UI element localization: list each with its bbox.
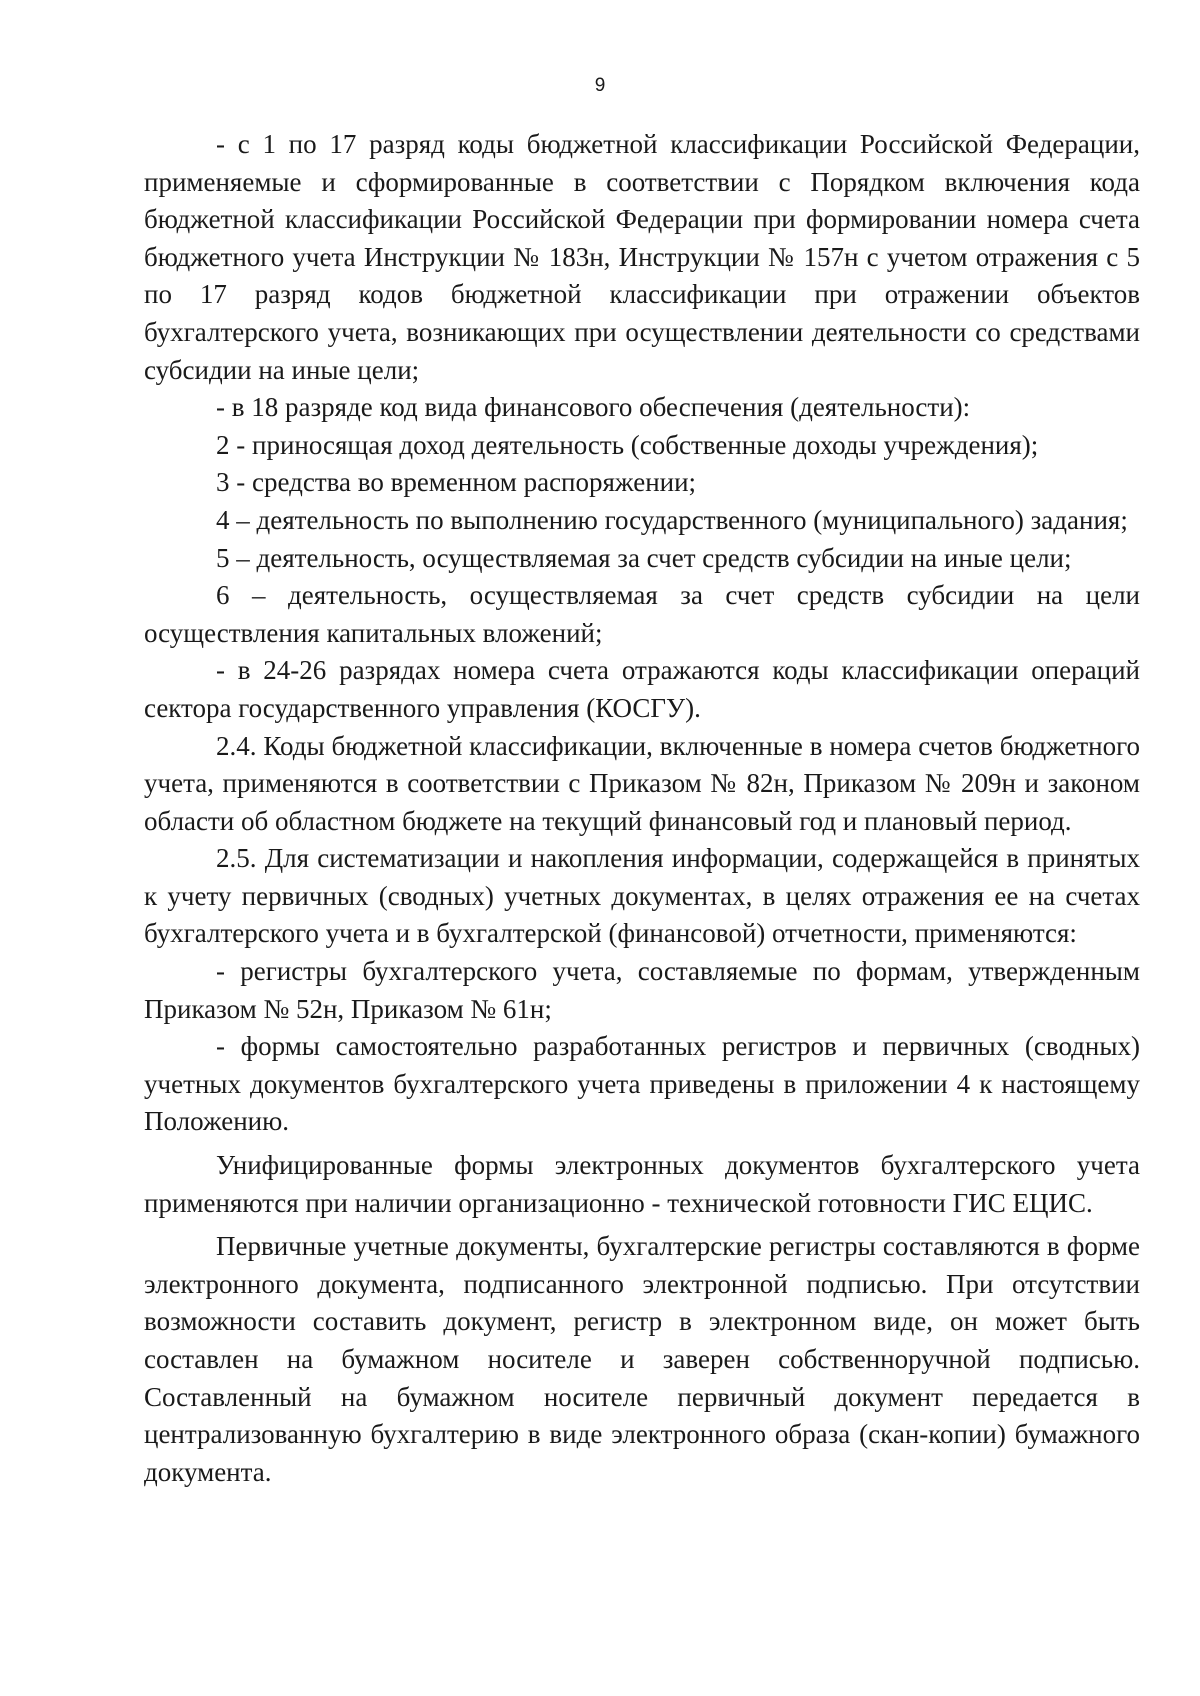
paragraph-code-6: 6 – деятельность, осуществляемая за счет средств субсидии на цели осуществления капитальных вложений; bbox=[144, 580, 1140, 648]
paragraph-code-2: 2 - приносящая доход деятельность (собственные доходы учреждения); bbox=[216, 429, 1039, 460]
paragraph-registers: - регистры бухгалтерского учета, составляемые по формам, утвержденным Приказом № 52н, Приказом № 61н; bbox=[144, 956, 1140, 1024]
paragraph-code-5: 5 – деятельность, осуществляемая за счет средств субсидии на иные цели; bbox=[216, 542, 1072, 573]
paragraph-section-2-5: 2.5. Для систематизации и накопления информации, содержащейся в принятых к учету первичных (сводных) учетных документах, в целях отражения ее на счетах бухгалтерского учета и в бухгалтерской (финансовой) отчетности, применяются: bbox=[144, 843, 1140, 949]
document-body bbox=[144, 126, 1140, 1491]
paragraph-digits-1-17: - с 1 по 17 разряд коды бюджетной классификации Российской Федерации, применяемые и сформированные в соответствии с Порядком включения кода бюджетной классификации Российской Федерации при формировании номера счета бюджетного учета Инструкции № 183н, Инструкции № 157н с учетом отражения с 5 по 17 разряд кодов бюджетной классификации при отражении объектов бухгалтерского учета, возникающих при осуществлении деятельности со средствами субсидии на иные цели; bbox=[144, 129, 1140, 385]
paragraph-primary-documents: Первичные учетные документы, бухгалтерские регистры составляются в форме электронного документа, подписанного электронной подписью. При отсутствии возможности составить документ, регистр в электронном виде, он может быть составлен на бумажном носителе и заверен собственноручной подписью. Составленный на бумажном носителе первичный документ передается в централизованную бухгалтерию в виде электронного образа (скан-копии) бумажного документа. bbox=[144, 1231, 1140, 1487]
paragraph-section-2-4: 2.4. Коды бюджетной классификации, включенные в номера счетов бюджетного учета, применяются в соответствии с Приказом № 82н, Приказом № 209н и законом области об областном бюджете на текущий финансовый год и плановый период. bbox=[144, 730, 1140, 836]
paragraph-digits-24-26: - в 24-26 разрядах номера счета отражаются коды классификации операций сектора государственного управления (КОСГУ). bbox=[144, 655, 1140, 723]
page-number: 9 bbox=[594, 75, 606, 96]
paragraph-custom-forms: - формы самостоятельно разработанных регистров и первичных (сводных) учетных документов бухгалтерского учета приведены в приложении 4 к настоящему Положению. bbox=[144, 1031, 1140, 1137]
paragraph-digit-18: - в 18 разряде код вида финансового обеспечения (деятельности): bbox=[216, 392, 971, 423]
paragraph-code-4: 4 – деятельность по выполнению государственного (муниципального) задания; bbox=[216, 504, 1128, 535]
paragraph-unified-forms: Унифицированные формы электронных документов бухгалтерского учета применяются при наличии организационно - технической готовности ГИС ЕЦИС. bbox=[144, 1150, 1140, 1218]
paragraph-code-3: 3 - средства во временном распоряжении; bbox=[216, 467, 697, 498]
